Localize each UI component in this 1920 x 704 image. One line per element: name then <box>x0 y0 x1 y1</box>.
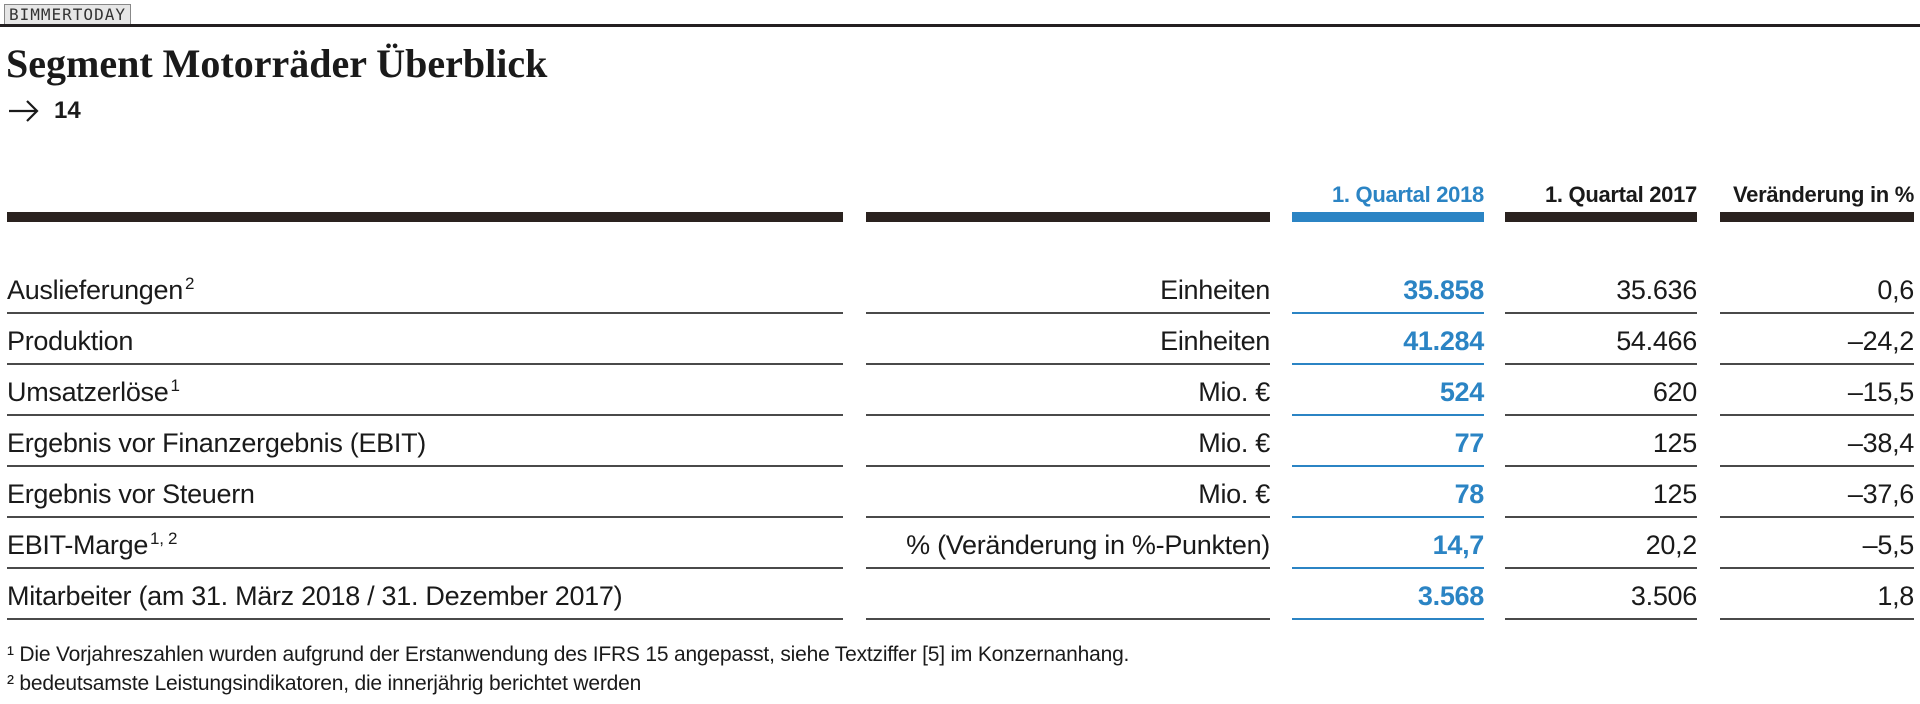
row-divider <box>866 516 1270 518</box>
column-header-q1-2017: 1. Quartal 2017 <box>1544 182 1697 207</box>
row-divider <box>866 618 1270 620</box>
table-row <box>0 315 1920 366</box>
row-label-text: Auslieferungen <box>7 275 183 305</box>
row-divider <box>866 414 1270 416</box>
row-divider <box>1292 567 1484 569</box>
value-q1-2017: 20,2 <box>1645 530 1697 560</box>
row-divider <box>1505 516 1697 518</box>
page-reference-number: 14 <box>54 97 81 124</box>
row-divider <box>1720 312 1914 314</box>
header-rule-label <box>7 212 843 222</box>
row-divider <box>7 567 843 569</box>
row-unit: Einheiten <box>1160 275 1270 305</box>
value-q1-2017: 3.506 <box>1630 581 1697 611</box>
value-change: –15,5 <box>1847 377 1914 407</box>
row-label <box>7 366 843 414</box>
header-rule-q1-2017 <box>1505 212 1697 222</box>
row-label <box>7 417 843 465</box>
row-unit: % (Veränderung in %-Punkten) <box>906 530 1270 560</box>
row-label <box>7 519 843 567</box>
value-q1-2018: 77 <box>1454 428 1484 458</box>
header-rule-unit <box>866 212 1270 222</box>
value-q1-2017: 54.466 <box>1616 326 1697 356</box>
row-divider <box>1292 363 1484 365</box>
row-unit: Mio. € <box>1198 479 1270 509</box>
value-q1-2018: 35.858 <box>1403 275 1484 305</box>
footnote-marker: 1, 2 <box>150 529 178 548</box>
row-divider <box>1505 414 1697 416</box>
row-divider <box>1720 516 1914 518</box>
row-divider <box>866 312 1270 314</box>
row-divider <box>7 516 843 518</box>
row-unit <box>866 570 1270 618</box>
row-divider <box>1292 414 1484 416</box>
row-divider <box>1720 618 1914 620</box>
value-change: 1,8 <box>1877 581 1914 611</box>
row-divider <box>1720 414 1914 416</box>
row-unit: Mio. € <box>1198 377 1270 407</box>
row-divider <box>1505 363 1697 365</box>
value-q1-2017: 125 <box>1652 428 1697 458</box>
footnotes <box>7 640 1129 698</box>
table-row <box>0 519 1920 570</box>
value-q1-2018: 78 <box>1454 479 1484 509</box>
row-divider <box>1292 618 1484 620</box>
header-rule-q1-2018 <box>1292 212 1484 222</box>
row-divider <box>7 618 843 620</box>
row-divider <box>866 465 1270 467</box>
column-header-q1-2018: 1. Quartal 2018 <box>1331 182 1484 207</box>
header-rule-change <box>1720 212 1914 222</box>
value-change: –24,2 <box>1847 326 1914 356</box>
footnote-2: ² bedeutsamste Leistungsindikatoren, die innerjährig berichtet werden <box>7 672 642 695</box>
row-divider <box>1505 312 1697 314</box>
value-q1-2018: 3.568 <box>1417 581 1484 611</box>
watermark-logo: BIMMERTODAY <box>4 4 131 26</box>
value-q1-2018: 41.284 <box>1403 326 1484 356</box>
row-label-text: Produktion <box>7 326 134 356</box>
page-reference[interactable] <box>8 96 81 126</box>
row-divider <box>7 312 843 314</box>
row-divider <box>1505 465 1697 467</box>
row-label-text: Mitarbeiter (am 31. März 2018 / 31. Dezember 2017) <box>7 581 623 611</box>
row-divider <box>866 363 1270 365</box>
row-label <box>7 468 843 516</box>
row-divider <box>1292 516 1484 518</box>
value-q1-2017: 125 <box>1652 479 1697 509</box>
row-label-text: Ergebnis vor Steuern <box>7 479 255 509</box>
top-rule <box>0 24 1920 27</box>
value-change: –37,6 <box>1847 479 1914 509</box>
footnote-marker: 1 <box>170 376 180 395</box>
row-divider <box>1720 567 1914 569</box>
row-divider <box>1292 465 1484 467</box>
row-unit: Mio. € <box>1198 428 1270 458</box>
table-row <box>0 570 1920 621</box>
row-divider <box>1720 363 1914 365</box>
value-q1-2018: 14,7 <box>1432 530 1484 560</box>
row-label <box>7 315 843 363</box>
value-q1-2017: 35.636 <box>1616 275 1697 305</box>
table-row <box>0 417 1920 468</box>
table-row <box>0 468 1920 519</box>
value-change: –38,4 <box>1847 428 1914 458</box>
column-header-change: Veränderung in % <box>1732 182 1914 207</box>
value-change: 0,6 <box>1877 275 1914 305</box>
row-label <box>7 264 843 312</box>
value-change: –5,5 <box>1862 530 1914 560</box>
value-q1-2018: 524 <box>1439 377 1484 407</box>
table-row <box>0 264 1920 315</box>
row-label <box>7 570 843 618</box>
row-unit: Einheiten <box>1160 326 1270 356</box>
row-divider <box>1292 312 1484 314</box>
row-divider <box>1505 567 1697 569</box>
row-label-text: Umsatzerlöse <box>7 377 169 407</box>
row-label-text: EBIT-Marge <box>7 530 149 560</box>
page-title: Segment Motorräder Überblick <box>6 41 548 86</box>
row-label-text: Ergebnis vor Finanzergebnis (EBIT) <box>7 428 426 458</box>
row-divider <box>866 567 1270 569</box>
footnote-marker: 2 <box>184 274 195 293</box>
row-divider <box>7 363 843 365</box>
row-divider <box>7 414 843 416</box>
row-divider <box>7 465 843 467</box>
arrow-right-icon <box>8 99 40 123</box>
value-q1-2017: 620 <box>1652 377 1697 407</box>
footnote-1: ¹ Die Vorjahreszahlen wurden aufgrund der Erstanwendung des IFRS 15 angepasst, siehe Textziffer [5] im Konzernanhang. <box>7 643 1130 666</box>
row-divider <box>1505 618 1697 620</box>
row-divider <box>1720 465 1914 467</box>
table-row <box>0 366 1920 417</box>
